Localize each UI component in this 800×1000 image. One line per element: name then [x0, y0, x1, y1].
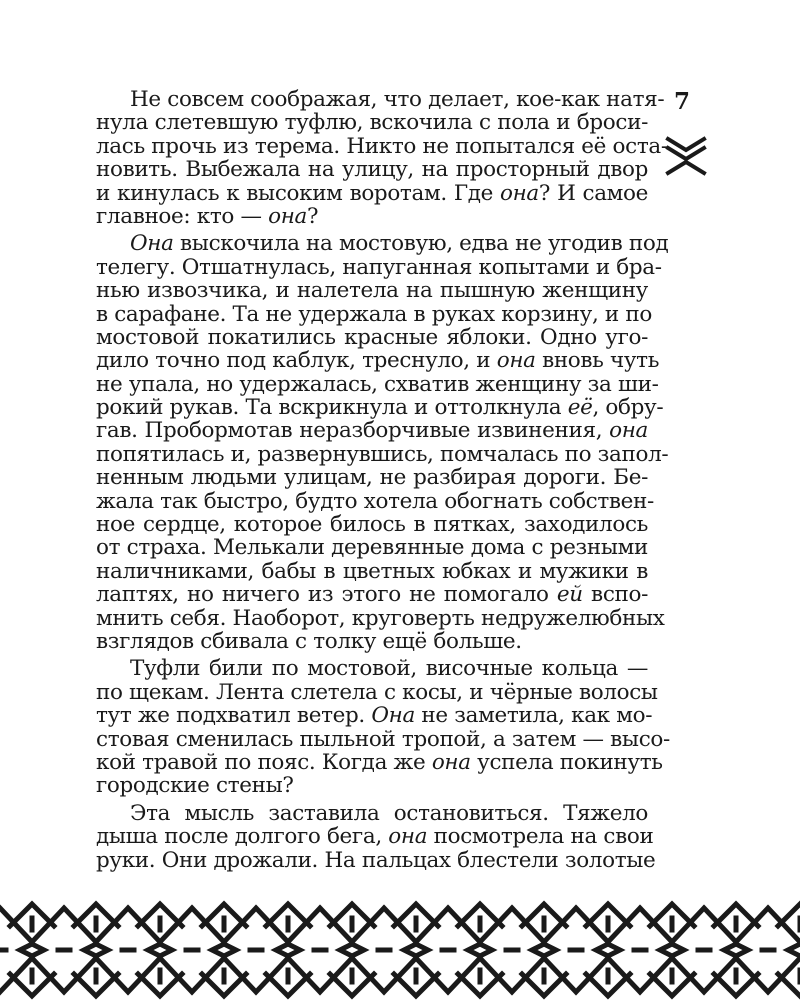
text-line: тут же подхватил ветер. Она не заметила, как мо-: [96, 703, 653, 729]
text-line: ное сердце, которое билось в пятках, заходилось: [96, 512, 648, 538]
text-line: кой травой по пояс. Когда же она успела покинуть: [96, 749, 663, 775]
text-line: попятилась и, развернувшись, помчалась по запол-: [96, 441, 669, 467]
text-line: Она выскочила на мостовую, едва не угодив под: [130, 231, 669, 257]
paragraph: [96, 800, 656, 873]
text-line: дыша после долгого бега, она посмотрела на свои: [96, 824, 654, 850]
text-line: телегу. Отшатнулась, напуганная копытами и бра-: [96, 254, 662, 280]
folk-ornament-border: [0, 900, 800, 1000]
text-line: нью извозчика, и налетела на пышную женщину: [96, 278, 648, 304]
text-line: взглядов сбивала с толку ещё больше.: [96, 628, 522, 654]
text-line: главное: кто — она?: [96, 203, 319, 229]
text-line: в сарафане. Та не удержала в руках корзину, и по: [96, 301, 652, 327]
text-line: ненным людьми улицам, не разбирая дороги. Бе-: [96, 465, 648, 491]
text-line: нула слетевшую туфлю, вскочила с пола и броси-: [96, 110, 648, 136]
paragraph: [96, 656, 670, 799]
text-line: Не совсем соображая, что делает, кое-как натя-: [130, 87, 665, 112]
text-line: стовая сменилась пыльной тропой, а затем — высо-: [96, 726, 670, 752]
text-line: гав. Пробормотав неразборчивые извинения, она: [96, 418, 648, 444]
text-line: рокий рукав. Та вскрикнула и оттолкнула её, обру-: [96, 395, 664, 421]
text-line: дило точно под каблук, треснуло, и она вновь чуть: [96, 348, 660, 374]
paragraph: [96, 87, 668, 229]
text-line: жала так быстро, будто хотела обогнать собствен-: [96, 488, 654, 514]
text-line: лаптях, но ничего из этого не помогало ей вспо-: [96, 582, 648, 608]
text-block: [96, 87, 670, 873]
folk-ornament-icon: [664, 136, 708, 176]
text-line: Туфли били по мостовой, височные кольца —: [130, 656, 648, 682]
text-line: мнить себя. Наоборот, круговерть недружелюбных: [96, 605, 665, 631]
text-line: Эта мысль заставила остановиться. Тяжело: [130, 800, 648, 826]
page-number: 7: [674, 88, 691, 115]
text-line: и кинулась к высоким воротам. Где она? И самое: [96, 180, 648, 206]
text-line: руки. Они дрожали. На пальцах блестели золотые: [96, 847, 656, 873]
text-line: по щекам. Лента слетела с косы, и чёрные волосы: [96, 679, 658, 705]
text-line: городские стены?: [96, 773, 294, 799]
paragraph: [96, 231, 669, 654]
text-line: мостовой покатились красные яблоки. Одно уго-: [96, 324, 648, 350]
text-line: наличниками, бабы в цветных юбках и мужики в: [96, 558, 648, 584]
text-line: не упала, но удержалась, схватив женщину за ши-: [96, 371, 659, 397]
text-line: новить. Выбежала на улицу, на просторный двор: [96, 157, 648, 183]
text-line: от страха. Мелькали деревянные дома с резными: [96, 535, 648, 561]
text-line: лась прочь из терема. Никто не попытался её оста-: [96, 133, 668, 159]
